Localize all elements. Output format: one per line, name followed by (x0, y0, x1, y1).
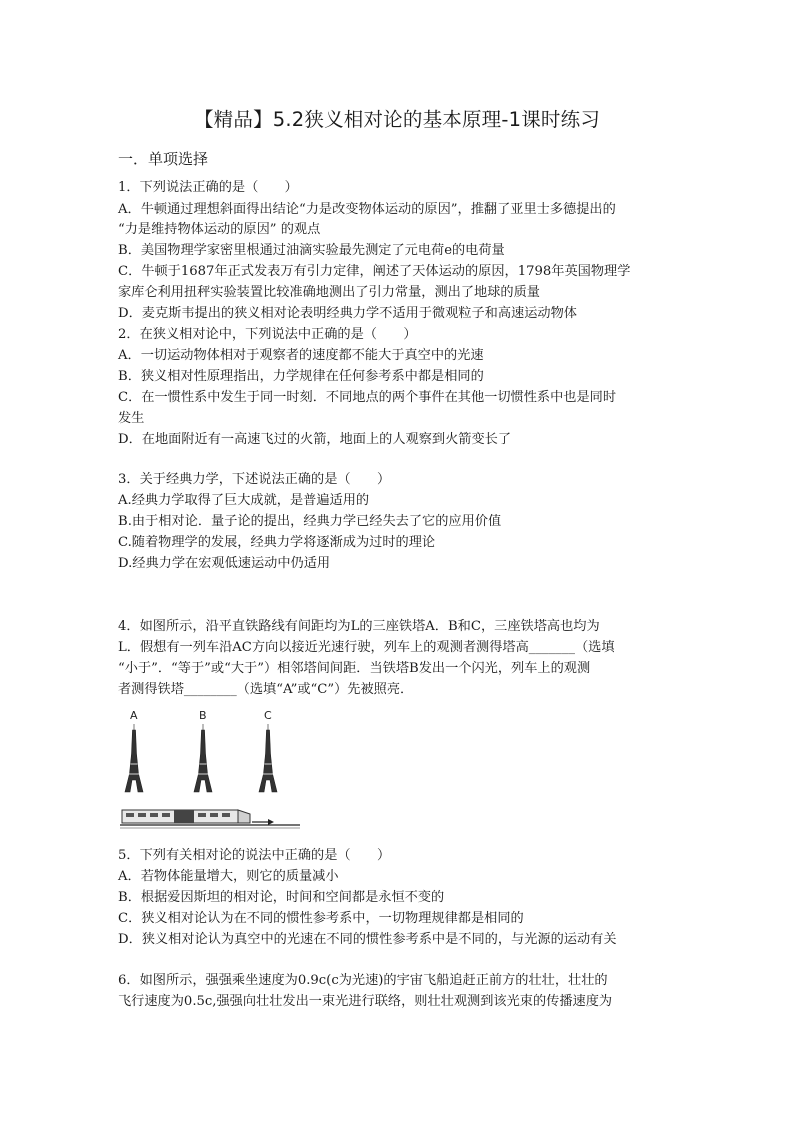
document-title: 【精品】5.2狭义相对论的基本原理-1课时练习 (193, 108, 601, 131)
question-4-line-1: 4．如图所示，沿平直铁路线有间距均为L的三座铁塔A．B和C，三座铁塔高也均为 (118, 619, 600, 634)
question-1-option-a-cont: “力是维持物体运动的原因” 的观点 (118, 222, 321, 237)
question-4-line-4: 者测得铁塔________（选填“A”或“C”）先被照亮． (118, 682, 414, 697)
question-2-option-c: C．在一惯性系中发生于同一时刻．不同地点的两个事件在其他一切惯性系中也是同时 (118, 390, 617, 405)
question-2-option-a: A．一切运动物体相对于观察者的速度都不能大于真空中的光速 (118, 348, 484, 363)
towers-train-diagram (118, 706, 302, 832)
question-6-line-1: 6．如图所示，强强乘坐速度为0.9c(c为光速)的宇宙飞船追赶正前方的壮壮，壮壮的 (118, 973, 608, 988)
question-3-option-a: A.经典力学取得了巨大成就，是普遍适用的 (118, 493, 370, 508)
question-2-option-b: B．狭义相对性原理指出，力学规律在任何参考系中都是相同的 (118, 369, 484, 384)
question-5-option-b: B．根据爱因斯坦的相对论，时间和空间都是永恒不变的 (118, 890, 445, 905)
question-5-option-c: C．狭义相对论认为在不同的惯性参考系中，一切物理规律都是相同的 (118, 911, 524, 926)
train-icon (122, 810, 250, 823)
question-1-option-c: C．牛顿于1687年正式发表万有引力定律，阐述了天体运动的原因，1798年英国物理学 (118, 264, 631, 279)
question-2-stem: 2．在狭义相对论中，下列说法中正确的是（ ） (118, 327, 417, 342)
question-1-option-d: D．麦克斯韦提出的狭义相对论表明经典力学不适用于微观粒子和高速运动物体 (118, 306, 577, 321)
question-5-option-d: D．狭义相对论认为真空中的光速在不同的惯性参考系中是不同的，与光源的运动有关 (118, 932, 617, 947)
question-5-option-a: A．若物体能量增大，则它的质量减小 (118, 869, 339, 884)
tower-a-icon (125, 724, 143, 792)
question-3-option-c: C.随着物理学的发展，经典力学将逐渐成为过时的理论 (118, 535, 436, 550)
question-6-line-2: 飞行速度为0.5c,强强向壮壮发出一束光进行联络，则壮壮观测到该光束的传播速度为 (118, 994, 613, 1009)
tower-c-label: C (264, 709, 272, 722)
question-4-line-2: L．假想有一列车沿AC方向以接近光速行驶，列车上的观测者测得塔高_______（选填 (118, 640, 615, 655)
arrow-icon (252, 819, 274, 825)
question-2-option-d: D．在地面附近有一高速飞过的火箭，地面上的人观察到火箭变长了 (118, 432, 512, 447)
section-heading: 一．单项选择 (118, 150, 209, 168)
towers-train-figure (118, 706, 302, 832)
question-3-option-b: B.由于相对论．量子论的提出，经典力学已经失去了它的应用价值 (118, 514, 502, 529)
question-3-stem: 3．关于经典力学，下述说法正确的是（ ） (118, 472, 391, 487)
question-4-line-3: “小于”．“等于”或“大于”）相邻塔间间距．当铁塔B发出一个闪光，列车上的观测 (118, 661, 591, 676)
tower-b-label: B (199, 709, 207, 722)
tower-b-icon (194, 724, 212, 792)
question-5-stem: 5．下列有关相对论的说法中正确的是（ ） (118, 848, 391, 863)
tower-a-label: A (130, 709, 138, 722)
question-1-option-b: B．美国物理学家密里根通过油滴实验最先测定了元电荷e的电荷量 (118, 243, 505, 258)
question-1-option-a: A．牛顿通过理想斜面得出结论“力是改变物体运动的原因”，推翻了亚里士多德提出的 (118, 202, 616, 217)
question-3-option-d: D.经典力学在宏观低速运动中仍适用 (118, 556, 331, 571)
question-1-stem: 1．下列说法正确的是（ ） (118, 180, 298, 195)
question-1-option-c-cont: 家库仑利用扭秤实验装置比较准确地测出了引力常量，测出了地球的质量 (118, 285, 540, 300)
question-2-option-c-cont: 发生 (118, 411, 145, 426)
tower-c-icon (259, 724, 277, 792)
